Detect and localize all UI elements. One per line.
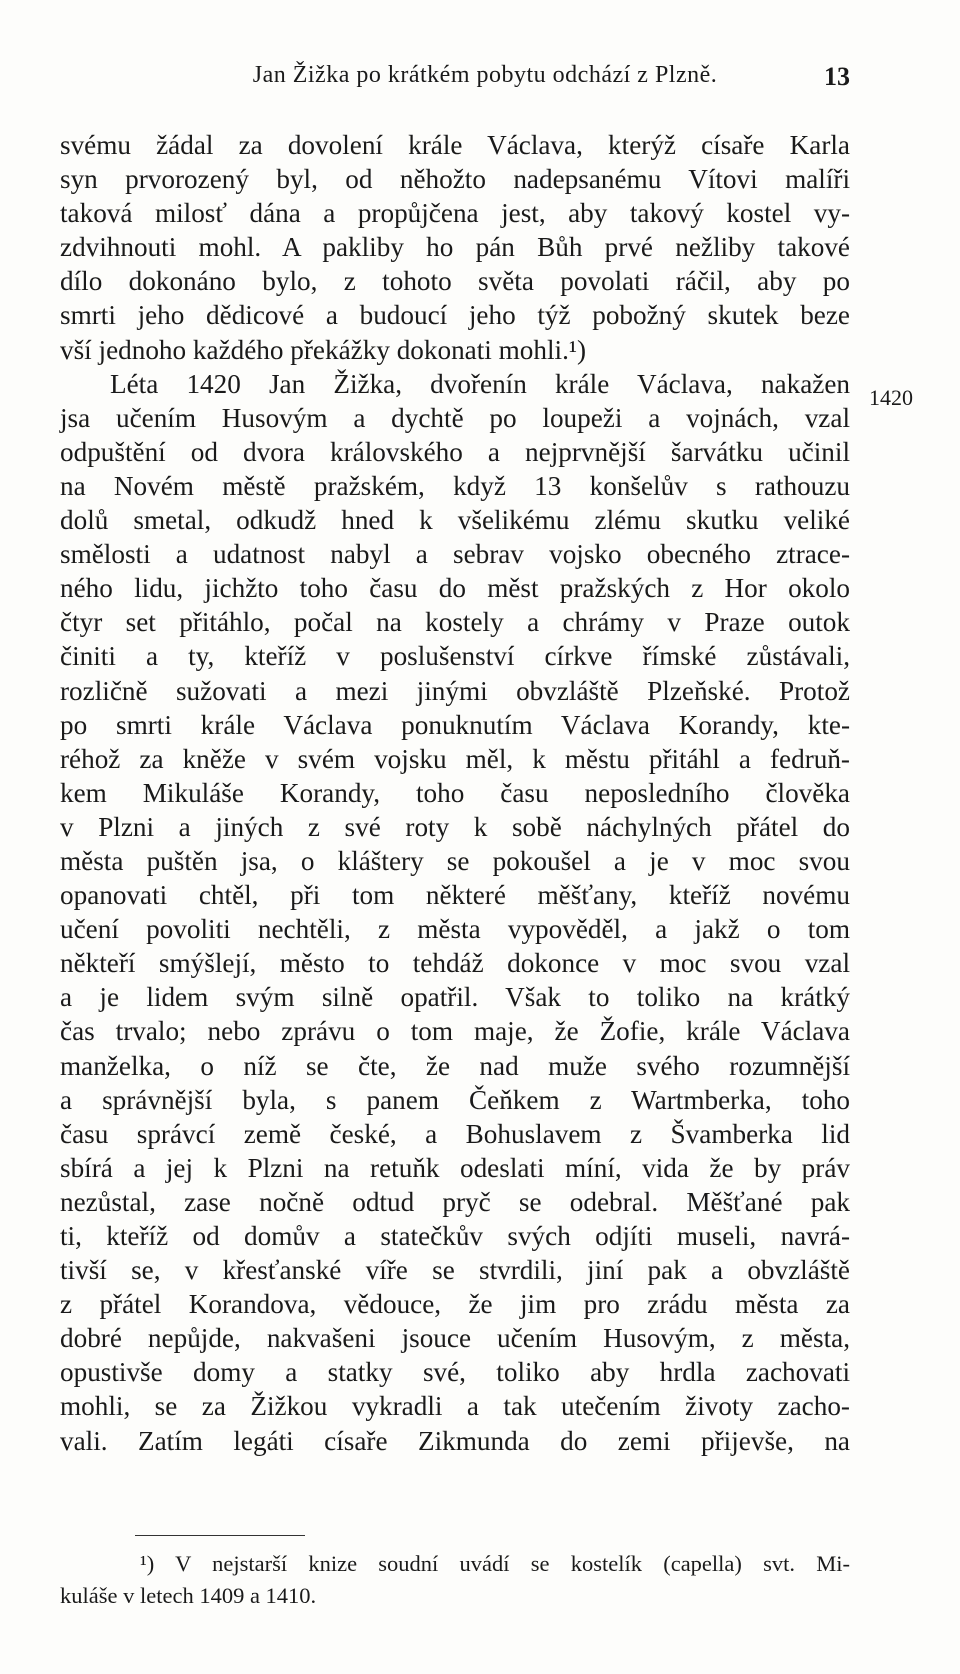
body-line: dobré nepůjde, nakvašeni jsouce učením Husovým, z města, [60,1323,850,1354]
body-line: a správnější byla, s panem Čeňkem z Wartmberka, toho [60,1084,850,1115]
body-line: činiti a ty, kteříž v poslušenství církve římské zůstávali, [60,641,850,672]
body-line: vali. Zatím legáti císaře Zikmunda do zemi přijevše, na [60,1425,850,1456]
body-line: čas trvalo; nebo zprávu o tom maje, že Žofie, krále Václava [60,1016,850,1047]
body-line: manželka, o níž se čte, že nad muže svého rozumnější [60,1050,850,1081]
body-line: mohli, se za Žižkou vykradli a tak utečením životy zacho- [60,1391,850,1422]
body-line: někteří smýšlejí, město to tehdáž dokonce v moc svou vzal [60,948,850,979]
body-line: v Plzni a jiných z své roty k sobě náchylných přátel do [60,811,850,842]
body-line: na Novém městě pražském, když 13 konšelův s rathouzu [60,470,850,501]
body-line: syn prvorozený byl, od něhožto nadepsanému Vítovi malíři [60,164,850,195]
footnote-line: ¹) V nejstarší knize soudní uvádí se kostelík (capella) svt. Mi- [140,1551,850,1576]
body-line: smělosti a udatnost nabyl a sebrav vojsko obecného ztrace- [60,539,850,570]
page-number: 13 [824,62,850,91]
body-line: sbírá a jej k Plzni na retuňk odeslati míní, vida že by práv [60,1152,850,1183]
body-line: města puštěn jsa, o kláštery se pokoušel a je v moc svou [60,845,850,876]
body-line: odpuštění od dvora královského a nejprvnější šarvátku učinil [60,436,850,467]
body-line: dolů smetal, odkudž hned k všelikému zlému skutku veliké [60,505,850,536]
body-line: jsa učením Husovým a dychtě po loupeži a vojnách, vzal [60,402,850,433]
body-text [60,128,850,1458]
body-line: réhož za kněže v svém vojsku měl, k městu přitáhl a fedruň- [60,743,850,774]
body-line: svému žádal za dovolení krále Václava, kterýž císaře Karla [60,130,850,160]
body-line: kem Mikuláše Korandy, toho času neposledního člověka [60,777,850,808]
body-line: zdvihnouti mohl. A pakliby ho pán Bůh prvé nežliby takové [60,232,850,263]
footnote-divider [135,1535,305,1536]
body-line: dílo dokonáno bylo, z tohoto světa povolati ráčil, aby po [60,266,850,297]
body-line: opustivše domy a statky své, toliko aby hrdla zachovati [60,1357,850,1388]
body-line: tivší se, v křesťanské víře se stvrdili, jiní pak a obvzláště [60,1255,850,1286]
body-line: nezůstal, zase nočně odtud pryč se odebral. Měšťané pak [60,1186,850,1217]
body-line: ného lidu, jichžto toho času do měst pražských z Hor okolo [60,573,850,604]
body-line: času správcí země české, a Bohuslavem z Švamberka lid [60,1118,850,1149]
footnote-line: kuláše v letech 1409 a 1410. [60,1583,317,1608]
page-header [60,62,850,102]
body-line: smrti jeho dědicové a budoucí jeho týž pobožný skutek beze [60,300,850,331]
body-line: čtyr set přitáhlo, počal na kostely a chrámy v Praze outok [60,607,850,638]
body-line: učení povoliti nechtěli, z města vypověděl, a jakž o tom [60,914,850,945]
body-line: a je lidem svým silně opatřil. Však to toliko na krátký [60,982,850,1013]
body-line: rozličně sužovati a mezi jinými obvzláště Plzeňské. Protož [60,675,850,706]
body-line: po smrti krále Václava ponuknutím Václava Korandy, kte- [60,709,850,740]
body-line: taková milosť dána a propůjčena jest, aby takový kostel vy- [60,198,850,229]
footnote [60,1548,850,1612]
margin-note-year: 1420 [869,385,913,410]
body-line: ti, kteříž od domův a statečkův svých odjíti museli, navrá- [60,1221,850,1251]
body-line: z přátel Korandova, vědouce, že jim pro zrádu města za [60,1289,850,1320]
body-line: opanovati chtěl, při tom některé měšťany, kteříž novému [60,880,850,911]
running-title: Jan Žižka po krátkém pobytu odchází z Plzně. [252,62,718,88]
body-line: vší jednoho každého překážky dokonati mohli.¹) [60,334,587,365]
body-line: Léta 1420 Jan Žižka, dvořenín krále Václava, nakažen [110,368,850,399]
